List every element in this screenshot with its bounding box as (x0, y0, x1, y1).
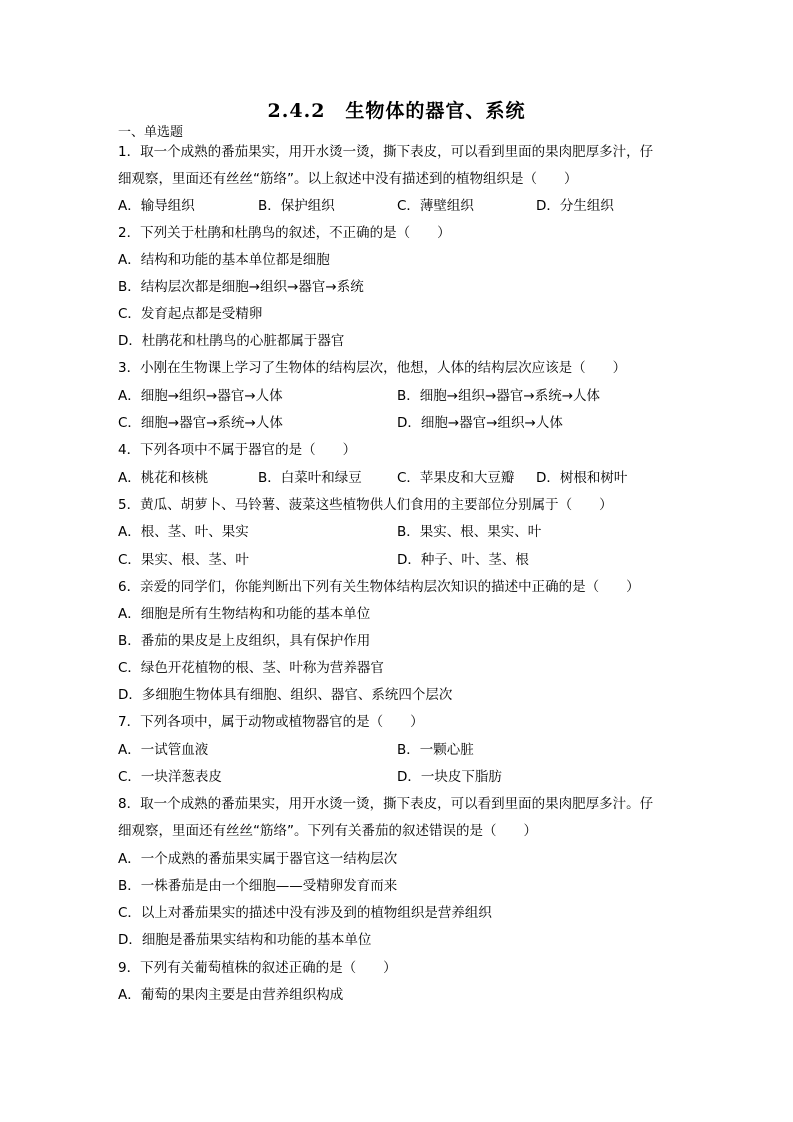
question-6-option-b: B．番茄的果皮是上皮组织，具有保护作用 (118, 633, 371, 649)
question-3-option-d: D．细胞→器官→组织→人体 (397, 415, 563, 431)
question-1-option-c: C．薄壁组织 (397, 198, 474, 214)
question-5-option-c: C．果实、根、茎、叶 (118, 552, 249, 568)
question-4-stem: 4．下列各项中不属于器官的是（ ） (118, 442, 357, 458)
question-3-option-a: A．细胞→组织→器官→人体 (118, 388, 283, 404)
question-8-option-d: D．细胞是番茄果实结构和功能的基本单位 (118, 932, 372, 948)
question-3-stem: 3．小刚在生物课上学习了生物体的结构层次，他想，人体的结构层次应该是（ ） (118, 360, 627, 376)
question-4-option-a: A．桃花和核桃 (118, 470, 209, 486)
question-7-option-a: A．一试管血液 (118, 742, 209, 758)
question-9-stem: 9．下列有关葡萄植株的叙述正确的是（ ） (118, 960, 397, 976)
question-1-stem-line1: 1．取一个成熟的番茄果实，用开水烫一烫，撕下表皮，可以看到里面的果肉肥厚多汁，仔 (118, 144, 654, 160)
section-heading: 一、单选题 (118, 125, 184, 140)
question-8-option-a: A．一个成熟的番茄果实属于器官这一结构层次 (118, 851, 398, 867)
question-1-option-b: B．保护组织 (258, 198, 335, 214)
question-7-option-c: C．一块洋葱表皮 (118, 769, 222, 785)
question-7-stem: 7．下列各项中，属于动物或植物器官的是（ ） (118, 714, 424, 730)
question-8-option-b: B．一株番茄是由一个细胞——受精卵发育而来 (118, 878, 398, 894)
question-1-option-a: A．输导组织 (118, 198, 195, 214)
question-8-stem-line2: 细观察，里面还有丝丝“筋络”。下列有关番茄的叙述错误的是（ ） (118, 823, 537, 839)
question-2-option-a: A．结构和功能的基本单位都是细胞 (118, 252, 330, 268)
question-5-option-b: B．果实、根、果实、叶 (397, 524, 542, 540)
question-1-option-d: D．分生组织 (536, 198, 614, 214)
question-4-option-d: D．树根和树叶 (536, 470, 628, 486)
question-1-stem-line2: 细观察，里面还有丝丝“筋络”。以上叙述中没有描述到的植物组织是（ ） (118, 171, 578, 187)
question-8-stem-line1: 8．取一个成熟的番茄果实，用开水烫一烫，撕下表皮，可以看到里面的果肉肥厚多汁。仔 (118, 796, 654, 812)
question-5-option-a: A．根、茎、叶、果实 (118, 524, 249, 540)
question-6-option-c: C．绿色开花植物的根、茎、叶称为营养器官 (118, 660, 384, 676)
question-6-stem: 6．亲爱的同学们，你能判断出下列有关生物体结构层次知识的描述中正确的是（ ） (118, 579, 640, 595)
question-4-option-c: C．苹果皮和大豆瓣 (397, 470, 515, 486)
question-2-option-c: C．发育起点都是受精卵 (118, 306, 263, 322)
question-2-stem: 2．下列关于杜鹃和杜鹃鸟的叙述，不正确的是（ ） (118, 225, 451, 241)
question-9-option-a: A．葡萄的果肉主要是由营养组织构成 (118, 987, 344, 1003)
question-2-option-b: B．结构层次都是细胞→组织→器官→系统 (118, 279, 364, 295)
question-6-option-d: D．多细胞生物体具有细胞、组织、器官、系统四个层次 (118, 687, 453, 703)
question-8-option-c: C．以上对番茄果实的描述中没有涉及到的植物组织是营养组织 (118, 905, 492, 921)
question-5-option-d: D．种子、叶、茎、根 (397, 552, 529, 568)
question-5-stem: 5．黄瓜、胡萝卜、马铃薯、菠菜这些植物供人们食用的主要部位分别属于（ ） (118, 497, 613, 513)
question-7-option-b: B．一颗心脏 (397, 742, 474, 758)
page-title: 2.4.2 生物体的器官、系统 (267, 100, 526, 122)
question-7-option-d: D．一块皮下脂肪 (397, 769, 502, 785)
question-3-option-b: B．细胞→组织→器官→系统→人体 (397, 388, 601, 404)
question-2-option-d: D．杜鹃花和杜鹃鸟的心脏都属于器官 (118, 333, 345, 349)
question-3-option-c: C．细胞→器官→系统→人体 (118, 415, 283, 431)
question-4-option-b: B．白菜叶和绿豆 (258, 470, 362, 486)
question-6-option-a: A．细胞是所有生物结构和功能的基本单位 (118, 606, 371, 622)
